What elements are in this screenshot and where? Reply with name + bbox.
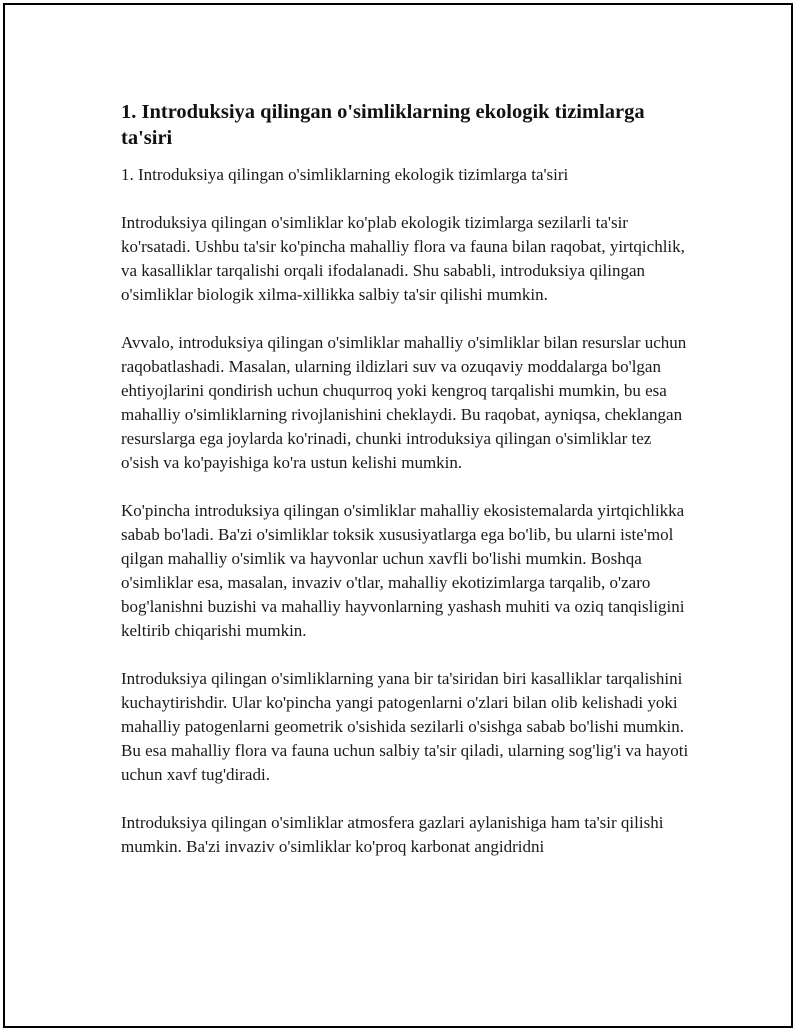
paragraph-1: Introduksiya qilingan o'simliklar ko'plab ekologik tizimlarga sezilarli ta'sir ko'rsatadi. Ushbu ta'sir ko'pincha mahalliy flora va fauna bilan raqobat, yirtqichlik, va kasalliklar tarqalishi orqali ifodalanadi. Shu sababli, introduksiya qilingan o'simliklar biologik xilma-xillikka salbiy ta'sir qilishi mumkin. [121, 213, 685, 304]
document-body [121, 99, 691, 859]
paragraph-3: Ko'pincha introduksiya qilingan o'simliklar mahalliy ekosistemalarda yirtqichlikka sabab bo'ladi. Ba'zi o'simliklar toksik xususiyatlarga ega bo'lib, bu ularni iste'mol qilgan mahalliy o'simlik va hayvonlar uchun xavfli bo'lishi mumkin. Boshqa o'simliklar esa, masalan, invaziv o'tlar, mahalliy ekotizimlarga tarqalib, o'zaro bog'lanishni buzishi va mahalliy hayvonlarning yashash muhiti va oziq tanqisligini keltirib chiqarishi mumkin. [121, 501, 685, 640]
paragraph-4: Introduksiya qilingan o'simliklarning yana bir ta'siridan biri kasalliklar tarqalishini kuchaytirishdir. Ular ko'pincha yangi patogenlarni o'zlari bilan olib kelishadi yoki mahalliy patogenlarni geometrik o'sishida sezilarli o'sishga sabab bo'lishi mumkin. Bu esa mahalliy flora va fauna uchun salbiy ta'sir qiladi, ularning sog'lig'i va hayoti uchun xavf tug'diradi. [121, 669, 689, 784]
paragraph-5: Introduksiya qilingan o'simliklar atmosfera gazlari aylanishiga ham ta'sir qilishi mumkin. Ba'zi invaziv o'simliklar ko'proq karbonat angidridni [121, 813, 664, 856]
document-subtitle: 1. Introduksiya qilingan o'simliklarning ekologik tizimlarga ta'siri [121, 165, 569, 184]
document-title: 1. Introduksiya qilingan o'simliklarning ekologik tizimlarga ta'siri [121, 101, 645, 149]
page-frame [3, 3, 793, 1028]
paragraph-2: Avvalo, introduksiya qilingan o'simliklar mahalliy o'simliklar bilan resurslar uchun raqobatlashadi. Masalan, ularning ildizlari suv va ozuqaviy moddalarga bo'lgan ehtiyojlarini qondirish uchun chuqurroq yoki kengroq tarqalishi mumkin, bu esa mahalliy o'simliklarning rivojlanishini cheklaydi. Bu raqobat, ayniqsa, cheklangan resurslarga ega joylarda ko'rinadi, chunki introduksiya qilingan o'simliklar tez o'sish va ko'payishiga ko'ra ustun kelishi mumkin. [121, 333, 687, 472]
